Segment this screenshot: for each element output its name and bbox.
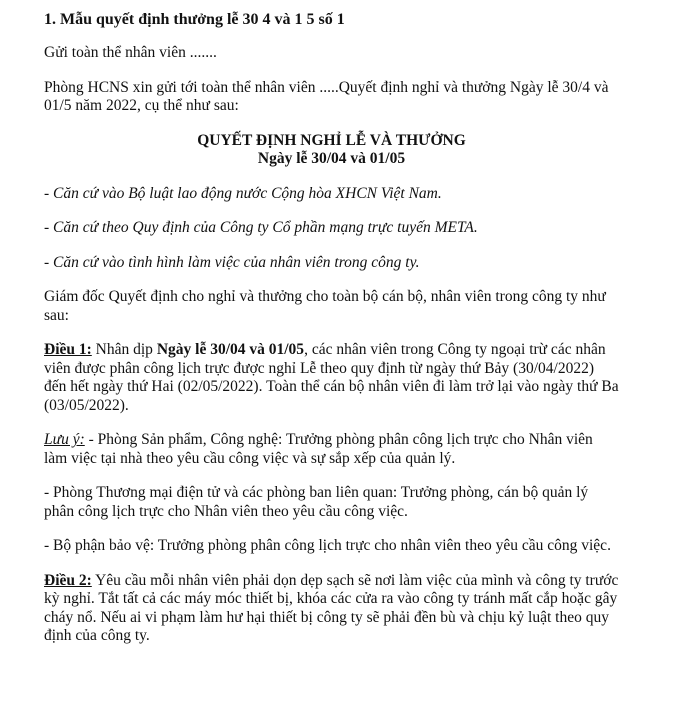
- basis-item-3: - Căn cứ vào tình hình làm việc của nhân viên trong công ty.: [44, 253, 420, 271]
- article-1-bold-text: Ngày lễ 30/04 và 01/05: [156, 341, 305, 358]
- decision-title: [44, 132, 619, 169]
- article-1-text-after: , các nhân viên trong Công ty ngoại trừ các nhân viên được phân công lịch trực được nghỉ Lễ theo quy định từ ngày thứ Bảy (30/04/2022) đến hết ngày thứ Hai (02/05/2022). Toàn thể cán bộ nhân viên đi làm trở lại vào ngày thứ Ba (03/05/2022).: [44, 341, 619, 414]
- note-item-ecommerce: - Phòng Thương mại điện tử và các phòng ban liên quan: Trưởng phòng, cán bộ quản lý phân công lịch trực cho Nhân viên theo yêu cầu công việc.: [44, 484, 589, 520]
- article-2-label: Điều 2:: [44, 571, 92, 589]
- article-1: [44, 341, 619, 415]
- article-2-text: Yêu cầu mỗi nhân viên phải dọn dẹp sạch sẽ nơi làm việc của mình và công ty trước kỳ nghỉ. Tắt tất cả các máy móc thiết bị, khóa các cửa ra vào công ty tránh mất cắp hoặc gây cháy nổ. Nếu ai vi phạm làm hư hại thiết bị công ty sẽ phải đền bù và chịu kỷ luật theo quy định của công ty.: [44, 571, 619, 644]
- article-1-text-before: Nhân dịp: [91, 341, 157, 358]
- note-label: Lưu ý:: [44, 431, 85, 448]
- decision-intro: Giám đốc Quyết định cho nghỉ và thưởng cho toàn bộ cán bộ, nhân viên trong công ty như sau:: [44, 288, 606, 324]
- intro-paragraph: Phòng HCNS xin gửi tới toàn thể nhân viên .....Quyết định nghỉ và thưởng Ngày lễ 30/4 và 01/5 năm 2022, cụ thể như sau:: [44, 78, 609, 114]
- basis-item-1: - Căn cứ vào Bộ luật lao động nước Cộng hòa XHCN Việt Nam.: [44, 184, 442, 202]
- greeting: Gửi toàn thể nhân viên .......: [44, 44, 217, 61]
- document-page: [44, 10, 619, 646]
- section-heading: 1. Mẫu quyết định thưởng lễ 30 4 và 1 5 số 1: [44, 11, 345, 28]
- note-text: - Phòng Sản phẩm, Công nghệ: Trưởng phòng phân công lịch trực cho Nhân viên làm việc tại nhà theo yêu cầu công việc và sự sắp xếp của quản lý.: [44, 431, 593, 467]
- decision-title-line1: QUYẾT ĐỊNH NGHỈ LỄ VÀ THƯỞNG: [197, 131, 466, 149]
- article-2: [44, 572, 619, 646]
- note-paragraph: [44, 431, 619, 468]
- article-1-label: Điều 1:: [44, 341, 92, 358]
- decision-title-line2: Ngày lễ 30/04 và 01/05: [257, 150, 406, 167]
- basis-item-2: - Căn cứ theo Quy định của Công ty Cổ phần mạng trực tuyến META.: [44, 219, 478, 236]
- note-item-security: - Bộ phận bảo vệ: Trưởng phòng phân công lịch trực cho nhân viên theo yêu cầu công việc.: [44, 537, 611, 554]
